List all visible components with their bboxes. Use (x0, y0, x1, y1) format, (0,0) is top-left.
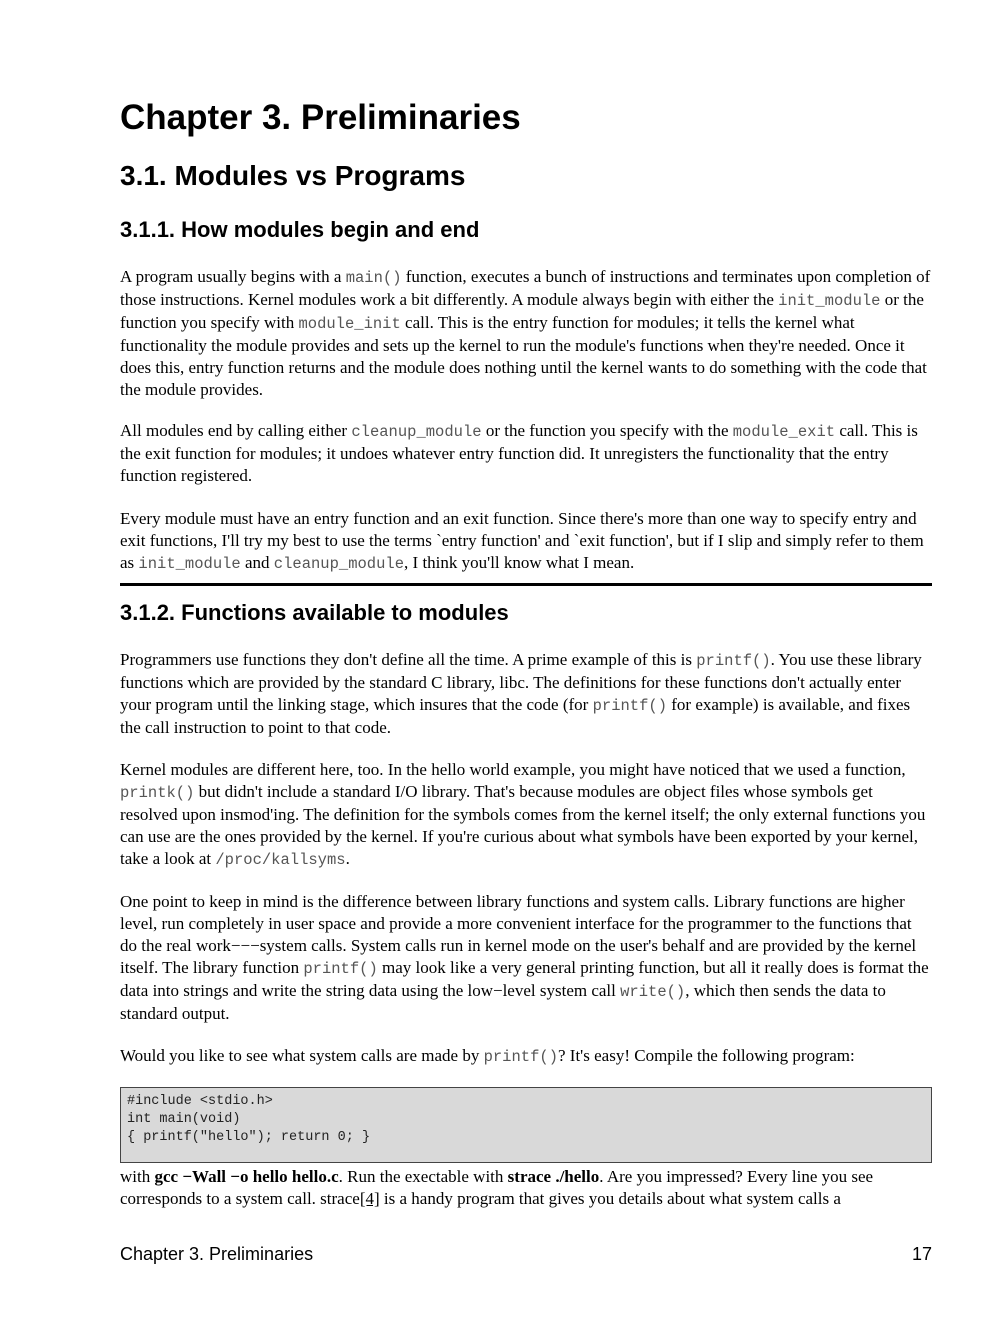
paragraph-strace: with gcc −Wall −o hello hello.c. Run the exectable with strace ./hello. Are you impressed? Every line you see corresponds to a system call. strace[4] is a handy program that gives you details about what system calls a (120, 1167, 874, 1208)
inline-code: printf() (696, 652, 771, 670)
inline-code: main() (345, 269, 402, 287)
inline-code: write() (620, 983, 686, 1001)
inline-code: cleanup_module (351, 423, 482, 441)
code-listing: #include <stdio.h> int main(void) { printf("hello"); return 0; } (120, 1087, 932, 1163)
section-title: 3.1. Modules vs Programs (120, 160, 466, 191)
paragraph-modules-end: All modules end by calling either cleanup_module or the function you specify with the module_exit call. This is the exit function for modules; it undoes whatever entry function did. It unregisters the functionality that the entry function registered. (120, 421, 918, 485)
inline-code: init_module (138, 555, 241, 573)
section-divider (120, 583, 932, 586)
paragraph-see-system-calls: Would you like to see what system calls are made by printf()? It's easy! Compile the following program: (120, 1046, 855, 1066)
inline-code: module_init (298, 315, 401, 333)
inline-code: module_exit (732, 423, 836, 441)
paragraph-programmers-functions: Programmers use functions they don't define all the time. A prime example of this is printf(). You use these library functions which are provided by the standard C library, libc. The definitions for these functions don't actually enter your program until the linking stage, which insures that the code (for printf() for example) is available, and fixes the call instruction to point to that code. (120, 650, 922, 737)
footnote-link[interactable]: [4] (359, 1189, 380, 1208)
paragraph-entry-exit: Every module must have an entry function and an exit function. Since there's more than one way to specify entry and exit functions, I'll try my best to use the terms `entry function' and `exit function', but if I slip and simply refer to them as init_module and cleanup_module, I think you'll know what I mean. (120, 509, 924, 573)
paragraph-program-begins: A program usually begins with a main() function, executes a bunch of instructions and terminates upon completion of those instructions. Kernel modules work a bit differently. A module always begin with either the init_module or the function you specify with module_init call. This is the entry function for modules; it tells the kernel what functionality the module provides and sets up the kernel to run the module's functions when they're needed. Once it does this, entry function returns and the module does nothing until the kernel wants to do something with the code that the module provides. (120, 267, 931, 399)
inline-code: printk() (120, 784, 195, 802)
chapter-title: Chapter 3. Preliminaries (120, 98, 521, 137)
inline-code: cleanup_module (273, 555, 405, 573)
inline-code: /proc/kallsyms (215, 851, 346, 869)
inline-code: printf() (592, 697, 668, 715)
command-text: strace ./hello (507, 1167, 600, 1186)
page-footer (120, 1243, 932, 1265)
inline-code: printf() (483, 1048, 558, 1066)
command-text: gcc −Wall −o hello hello.c (154, 1167, 339, 1186)
paragraph-library-vs-syscalls: One point to keep in mind is the difference between library functions and system calls. Library functions are higher level, run completely in user space and provide a more convenient interface for the programmer to the functions that do the real work−−−system calls. System calls run in kernel mode on the user's behalf and are provided by the kernel itself. The library function printf() may look like a very general printing function, but all it really does is format the data into strings and write the string data using the low−level system call write(), which then sends the data to standard output. (120, 892, 929, 1023)
inline-code: printf() (303, 960, 378, 978)
inline-code: init_module (778, 292, 881, 310)
subsection-title-functions: 3.1.2. Functions available to modules (120, 600, 509, 625)
footer-chapter-title: Chapter 3. Preliminaries (120, 1244, 314, 1264)
page-number: 17 (911, 1244, 932, 1264)
subsection-title-begin-end: 3.1.1. How modules begin and end (120, 217, 480, 242)
paragraph-kernel-modules-different: Kernel modules are different here, too. In the hello world example, you might have noticed that we used a function, printk() but didn't include a standard I/O library. That's because modules are object files whose symbols get resolved upon insmod'ing. The definition for the symbols comes from the kernel itself; the only external functions you can use are the ones provided by the kernel. If you're curious about what symbols have been exported by your kernel, take a look at /proc/kallsyms. (120, 760, 926, 869)
